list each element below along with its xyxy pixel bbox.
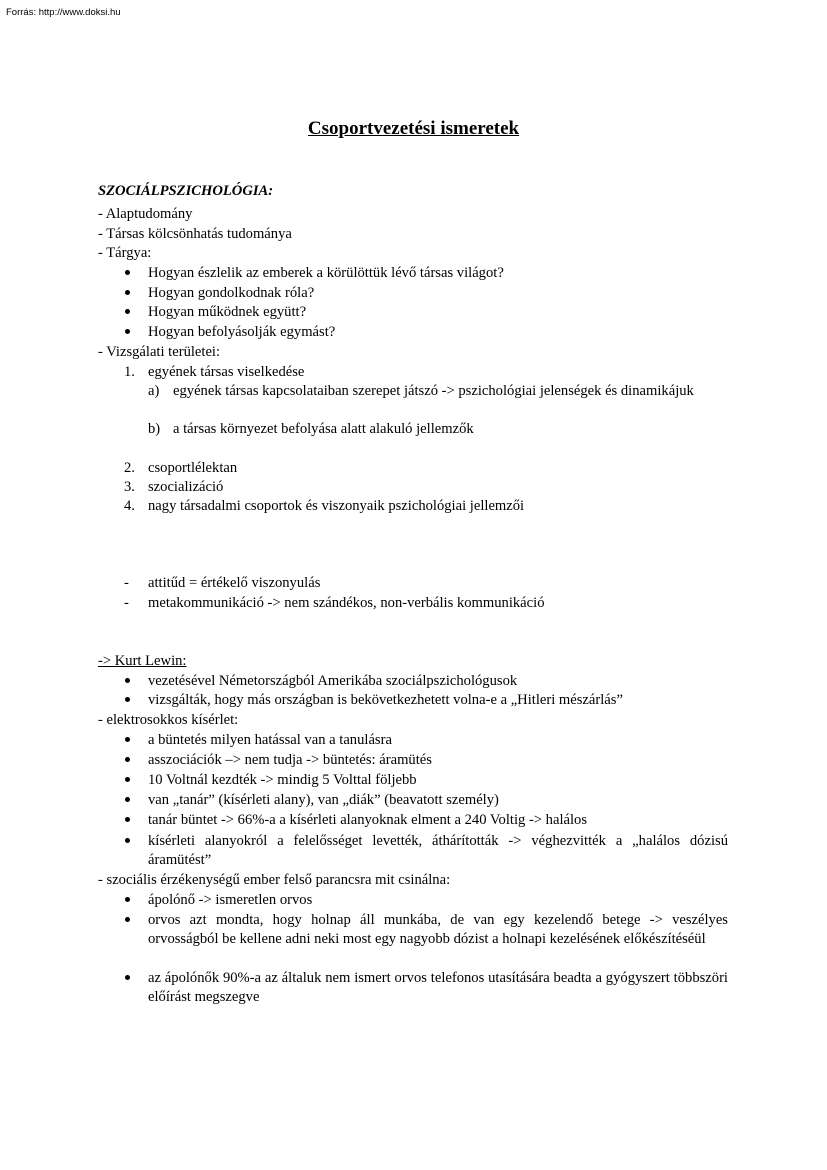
list-item: szocializáció	[148, 479, 224, 495]
list-item: csoportlélektan	[148, 460, 238, 476]
list-number: 3.	[124, 479, 135, 495]
list-item: Hogyan befolyásolják egymást?	[148, 324, 336, 340]
list-item: ápolónő -> ismeretlen orvos	[148, 892, 313, 908]
bullet-icon	[125, 817, 130, 822]
bullet-icon	[125, 917, 130, 922]
list-item: Hogyan működnek együtt?	[148, 304, 307, 320]
list-number: 2.	[124, 460, 135, 476]
bullet-icon	[125, 975, 130, 980]
bullet-icon	[125, 757, 130, 762]
bullet-icon	[125, 290, 130, 295]
sub-item: egyének társas kapcsolataiban szerepet játszó -> pszichológiai jelenségek és dinamikájuk	[173, 383, 694, 399]
source-line: Forrás: http://www.doksi.hu	[6, 7, 121, 18]
sub-label: a)	[148, 383, 160, 399]
sub-label: b)	[148, 421, 161, 437]
list-item: orvos azt mondta, hogy holnap áll munkába, de van egy kezelendő betege -> veszélyes orvosságból be kellene adni neki most egy nagyobb dózist a holnapi kezelésének előkészítéséül	[148, 912, 728, 947]
list-item: egyének társas viselkedése	[148, 364, 305, 380]
list-item: kísérleti alanyokról a felelősséget levették, áthárították -> véghezvitték a „halálos dózisú áramütést”	[148, 833, 728, 868]
bullet-icon	[125, 897, 130, 902]
bullet-icon	[125, 309, 130, 314]
list-item: van „tanár” (kísérleti alany), van „diák” (beavatott személy)	[148, 792, 499, 808]
list-item: vizsgálták, hogy más országban is bekövetkezhetett volna-e a „Hitleri mészárlás”	[148, 692, 623, 708]
dash-marker: -	[124, 595, 129, 611]
sub-item: a társas környezet befolyása alatt alakuló jellemzők	[173, 421, 474, 437]
bullet-icon	[125, 838, 130, 843]
section-heading: SZOCIÁLPSZICHOLÓGIA:	[98, 183, 274, 199]
list-item: attitűd = értékelő viszonyulás	[148, 575, 321, 591]
lewin-label: -> Kurt Lewin:	[98, 653, 187, 669]
text-line: - Vizsgálati területei:	[98, 344, 221, 360]
list-item: Hogyan gondolkodnak róla?	[148, 285, 315, 301]
list-number: 1.	[124, 364, 135, 380]
dash-marker: -	[124, 575, 129, 591]
bullet-icon	[125, 777, 130, 782]
text-line: - Tárgya:	[98, 245, 152, 261]
list-item: 10 Voltnál kezdték -> mindig 5 Volttal följebb	[148, 772, 417, 788]
page-title: Csoportvezetési ismeretek	[307, 118, 520, 139]
bullet-icon	[125, 678, 130, 683]
text-line: - Társas kölcsönhatás tudománya	[98, 226, 292, 242]
bullet-icon	[125, 270, 130, 275]
list-item: asszociációk –> nem tudja -> büntetés: áramütés	[148, 752, 432, 768]
bullet-icon	[125, 797, 130, 802]
list-number: 4.	[124, 498, 135, 514]
text-line: - Alaptudomány	[98, 206, 193, 222]
list-item: tanár büntet -> 66%-a a kísérleti alanyoknak elment a 240 Voltig -> halálos	[148, 812, 588, 828]
text-line: - szociális érzékenységű ember felső parancsra mit csinálna:	[98, 872, 451, 888]
bullet-icon	[125, 329, 130, 334]
list-item: vezetésével Németországból Amerikába szociálpszichológusok	[148, 673, 518, 689]
list-item: metakommunikáció -> nem szándékos, non-verbális kommunikáció	[148, 595, 545, 611]
list-item: Hogyan észlelik az emberek a körülöttük lévő társas világot?	[148, 265, 504, 281]
bullet-icon	[125, 737, 130, 742]
list-item: nagy társadalmi csoportok és viszonyaik pszichológiai jellemzői	[148, 498, 525, 514]
text-line: - elektrosokkos kísérlet:	[98, 712, 239, 728]
bullet-icon	[125, 697, 130, 702]
list-item: az ápolónők 90%-a az általuk nem ismert orvos telefonos utasítására beadta a gyógyszert többszöri előírást megszegve	[148, 970, 728, 1005]
list-item: a büntetés milyen hatással van a tanulásra	[148, 732, 392, 748]
